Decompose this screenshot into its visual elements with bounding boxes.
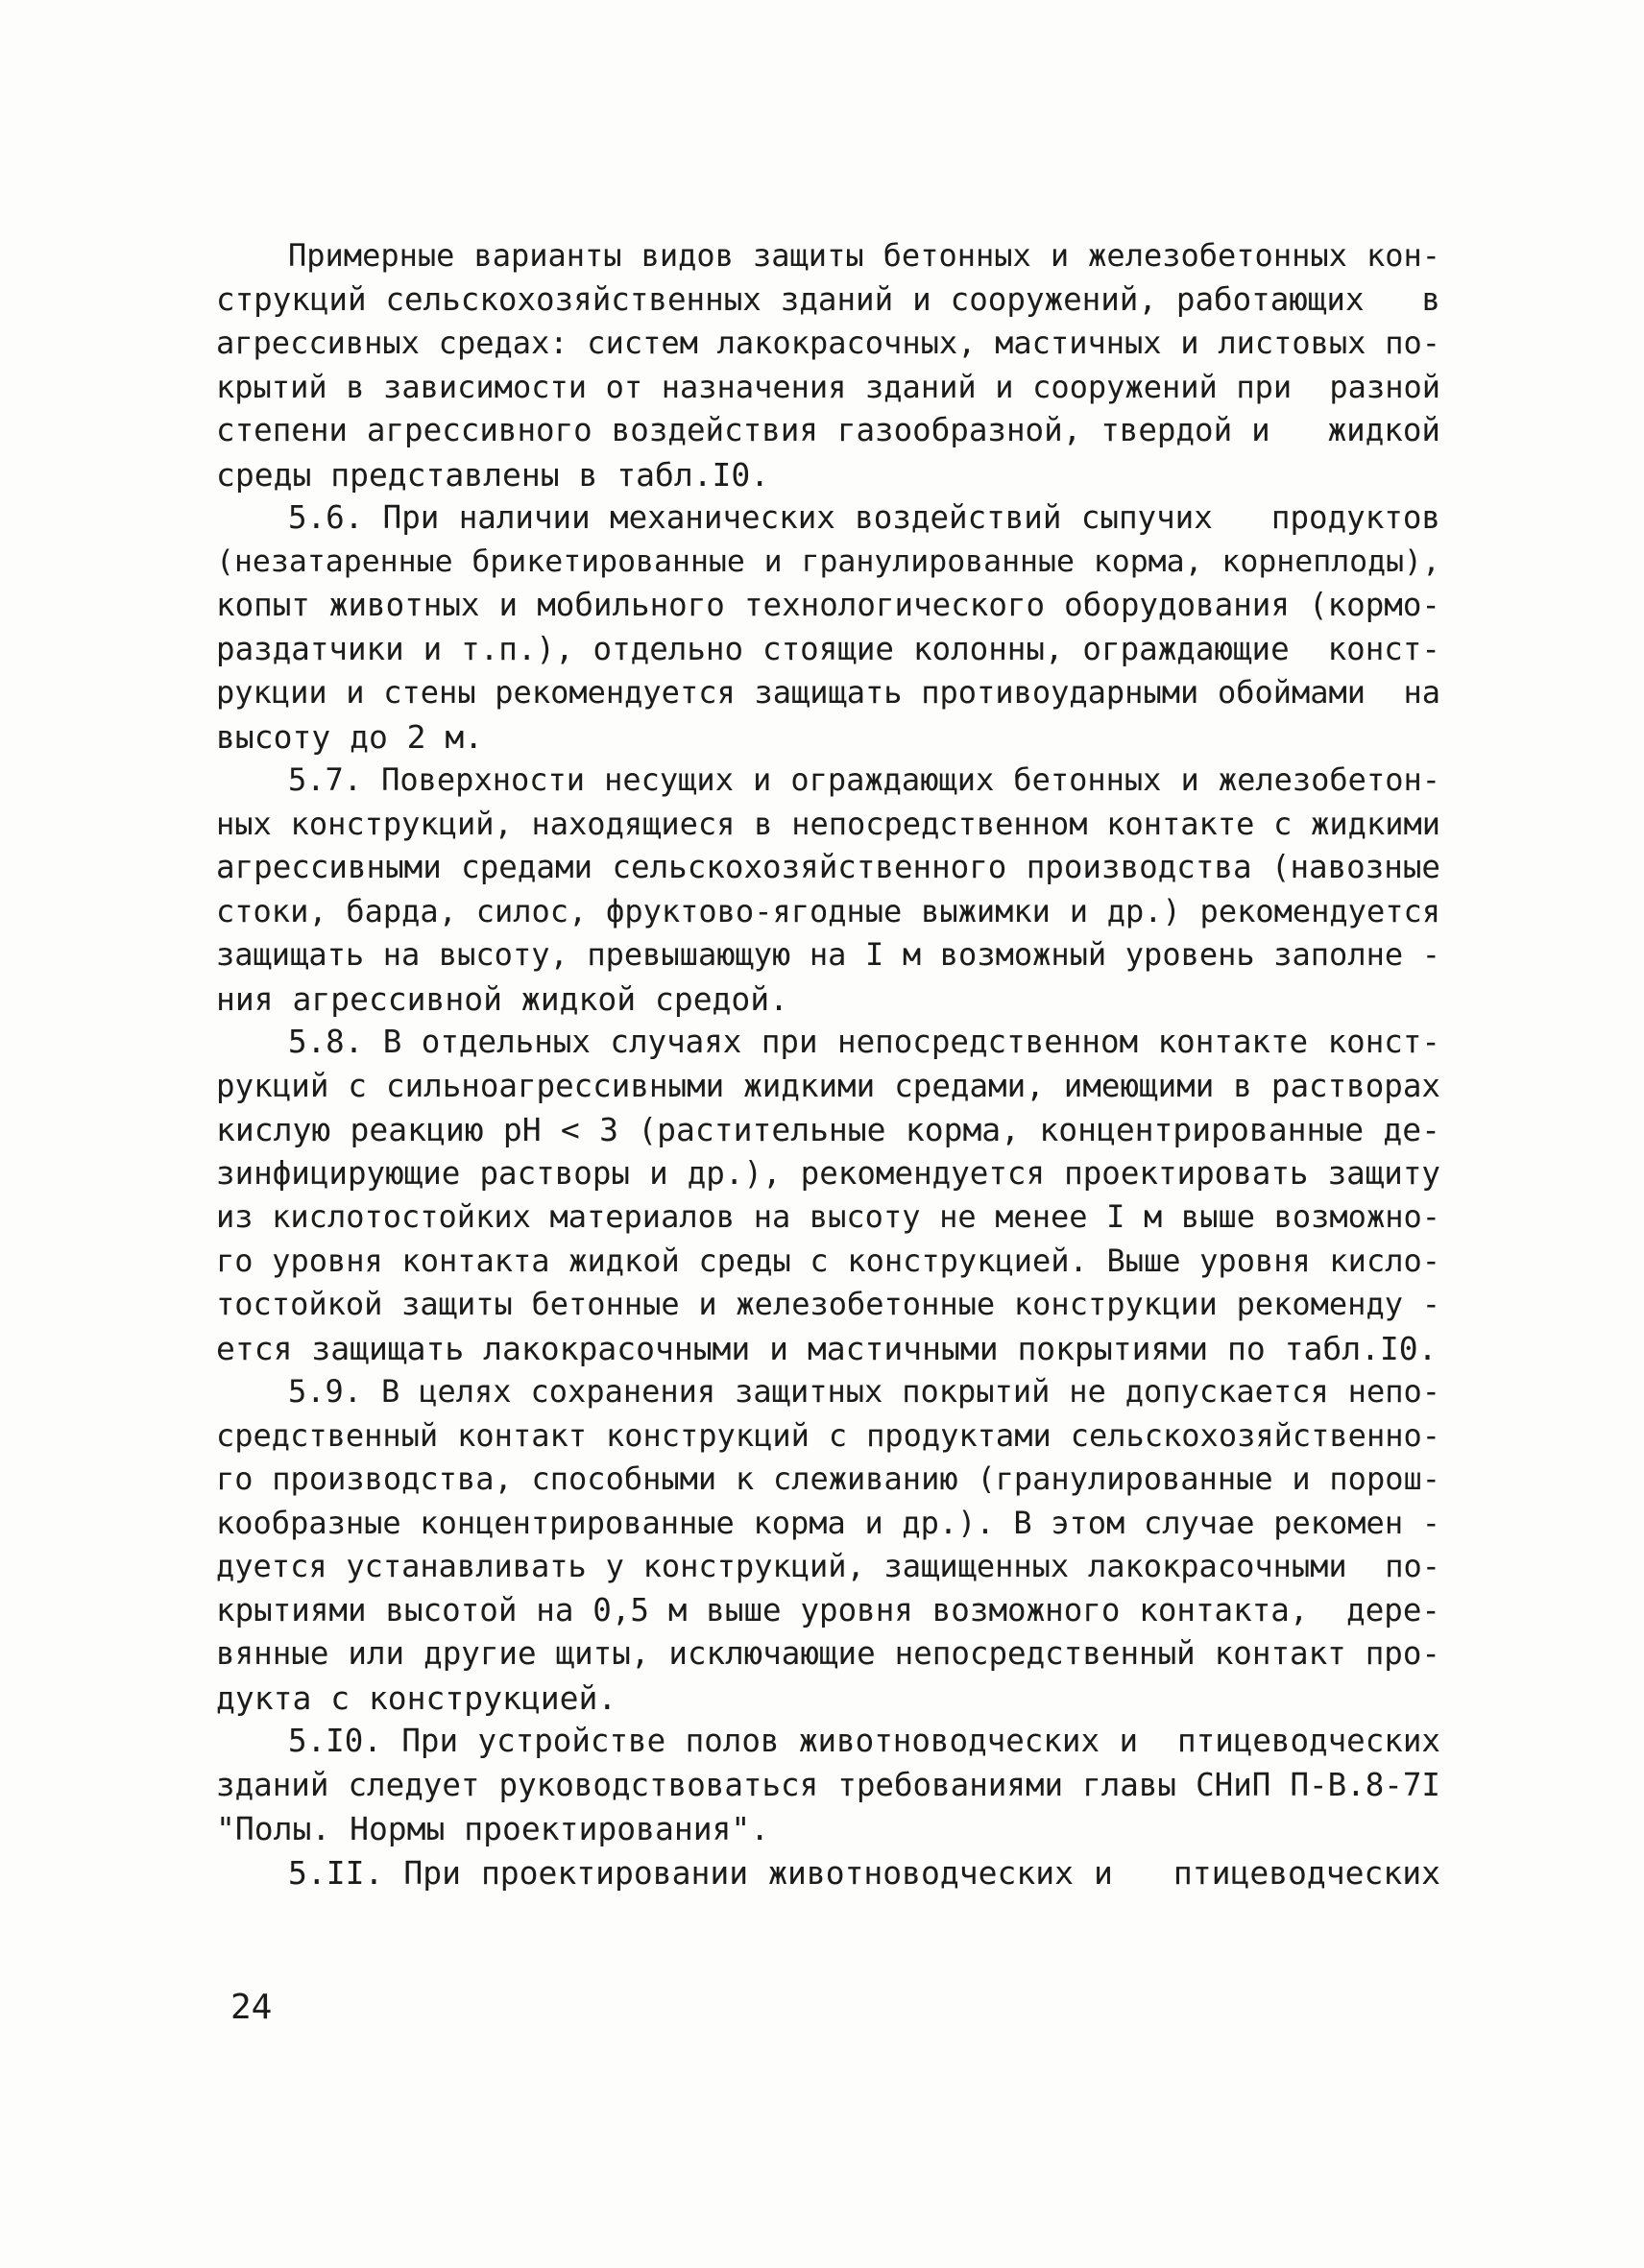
body-text [216,234,1440,1894]
text-line: стоки, барда, силос, фруктово-ягодные выжимки и др.) рекомендуется [216,892,1440,929]
text-line: среды представлены в табл.I0. [216,455,770,494]
text-line: вянные или другие щиты, исключающие непосредственный контакт про- [216,1635,1440,1672]
page-number: 24 [230,1988,273,2027]
text-line: кислую реакцию pH < 3 (растительные корма, концентрированные де- [216,1111,1440,1148]
text-line: рукции и стены рекомендуется защищать противоударными обоймами на [216,674,1440,711]
text-line: зданий следует руководствоваться требованиями главы СНиП П-В.8-7I [216,1766,1440,1803]
text-line: раздатчики и т.п.), отдельно стоящие колонны, ограждающие конст- [216,630,1440,667]
text-line: зинфицирующие растворы и др.), рекомендуется проектировать защиту [216,1154,1440,1192]
text-line: агрессивных средах: систем лакокрасочных, мастичных и листовых по- [216,325,1440,361]
text-line: 5.I0. При устройстве полов животноводческих и птицеводческих [288,1723,1440,1759]
text-line: агрессивными средами сельскохозяйственного производства (навозные [216,849,1440,885]
text-line: дуется устанавливать у конструкций, защищенных лакокрасочными по- [216,1548,1440,1584]
text-line: (незатаренные брикетированные и гранулированные корма, корнеплоды), [216,543,1440,579]
text-line: крытиями высотой на 0,5 м выше уровня возможного контакта, дере- [216,1591,1440,1629]
text-line: го производства, способными к слеживанию (гранулированные и порош- [216,1460,1440,1497]
text-line: ных конструкций, находящиеся в непосредственном контакте с жидкими [216,805,1440,842]
text-line: 5.9. В целях сохранения защитных покрытий не допускается непо- [288,1373,1440,1410]
text-line: 5.6. При наличии механических воздействий сыпучих продуктов [288,499,1440,536]
text-line: кообразные концентрированные корма и др.). В этом случае рекомен - [216,1504,1440,1541]
text-line: степени агрессивного воздействия газообразной, твердой и жидкой [216,412,1440,448]
text-line: го уровня контакта жидкой среды с конструкцией. Выше уровня кисло- [216,1242,1440,1279]
text-line: 5.II. При проектировании животноводческих и птицеводческих [288,1853,1440,1892]
text-line: из кислотостойких материалов на высоту не менее I м выше возможно- [216,1198,1440,1235]
text-line: 5.8. В отдельных случаях при непосредственном контакте конст- [288,1024,1440,1060]
text-line: струкций сельскохозяйственных зданий и сооружений, работающих в [216,280,1440,318]
text-line: ния агрессивной жидкой средой. [216,979,789,1018]
text-line: рукций с сильноагрессивными жидкими средами, имеющими в растворах [216,1067,1440,1104]
text-line: защищать на высоту, превышающую на I м возможный уровень заполне - [216,936,1440,973]
text-line: ется защищать лакокрасочными и мастичными покрытиями по табл.I0. [216,1329,1438,1367]
text-line: копыт животных и мобильного технологического оборудования (кормо- [216,587,1440,623]
text-line: крытий в зависимости от назначения зданий и сооружений при разной [216,368,1440,405]
text-line: "Полы. Нормы проектирования". [216,1810,770,1847]
text-line: дукта с конструкцией. [216,1678,617,1717]
text-line: тостойкой защиты бетонные и железобетонные конструкции рекоменду - [216,1286,1440,1322]
text-line: средственный контакт конструкций с продуктами сельскохозяйственно- [216,1416,1440,1454]
text-line: высоту до 2 м. [216,717,484,756]
text-line: 5.7. Поверхности несущих и ограждающих бетонных и железобетон- [288,761,1440,798]
text-line: Примерные варианты видов защиты бетонных и железобетонных кон- [288,237,1440,274]
